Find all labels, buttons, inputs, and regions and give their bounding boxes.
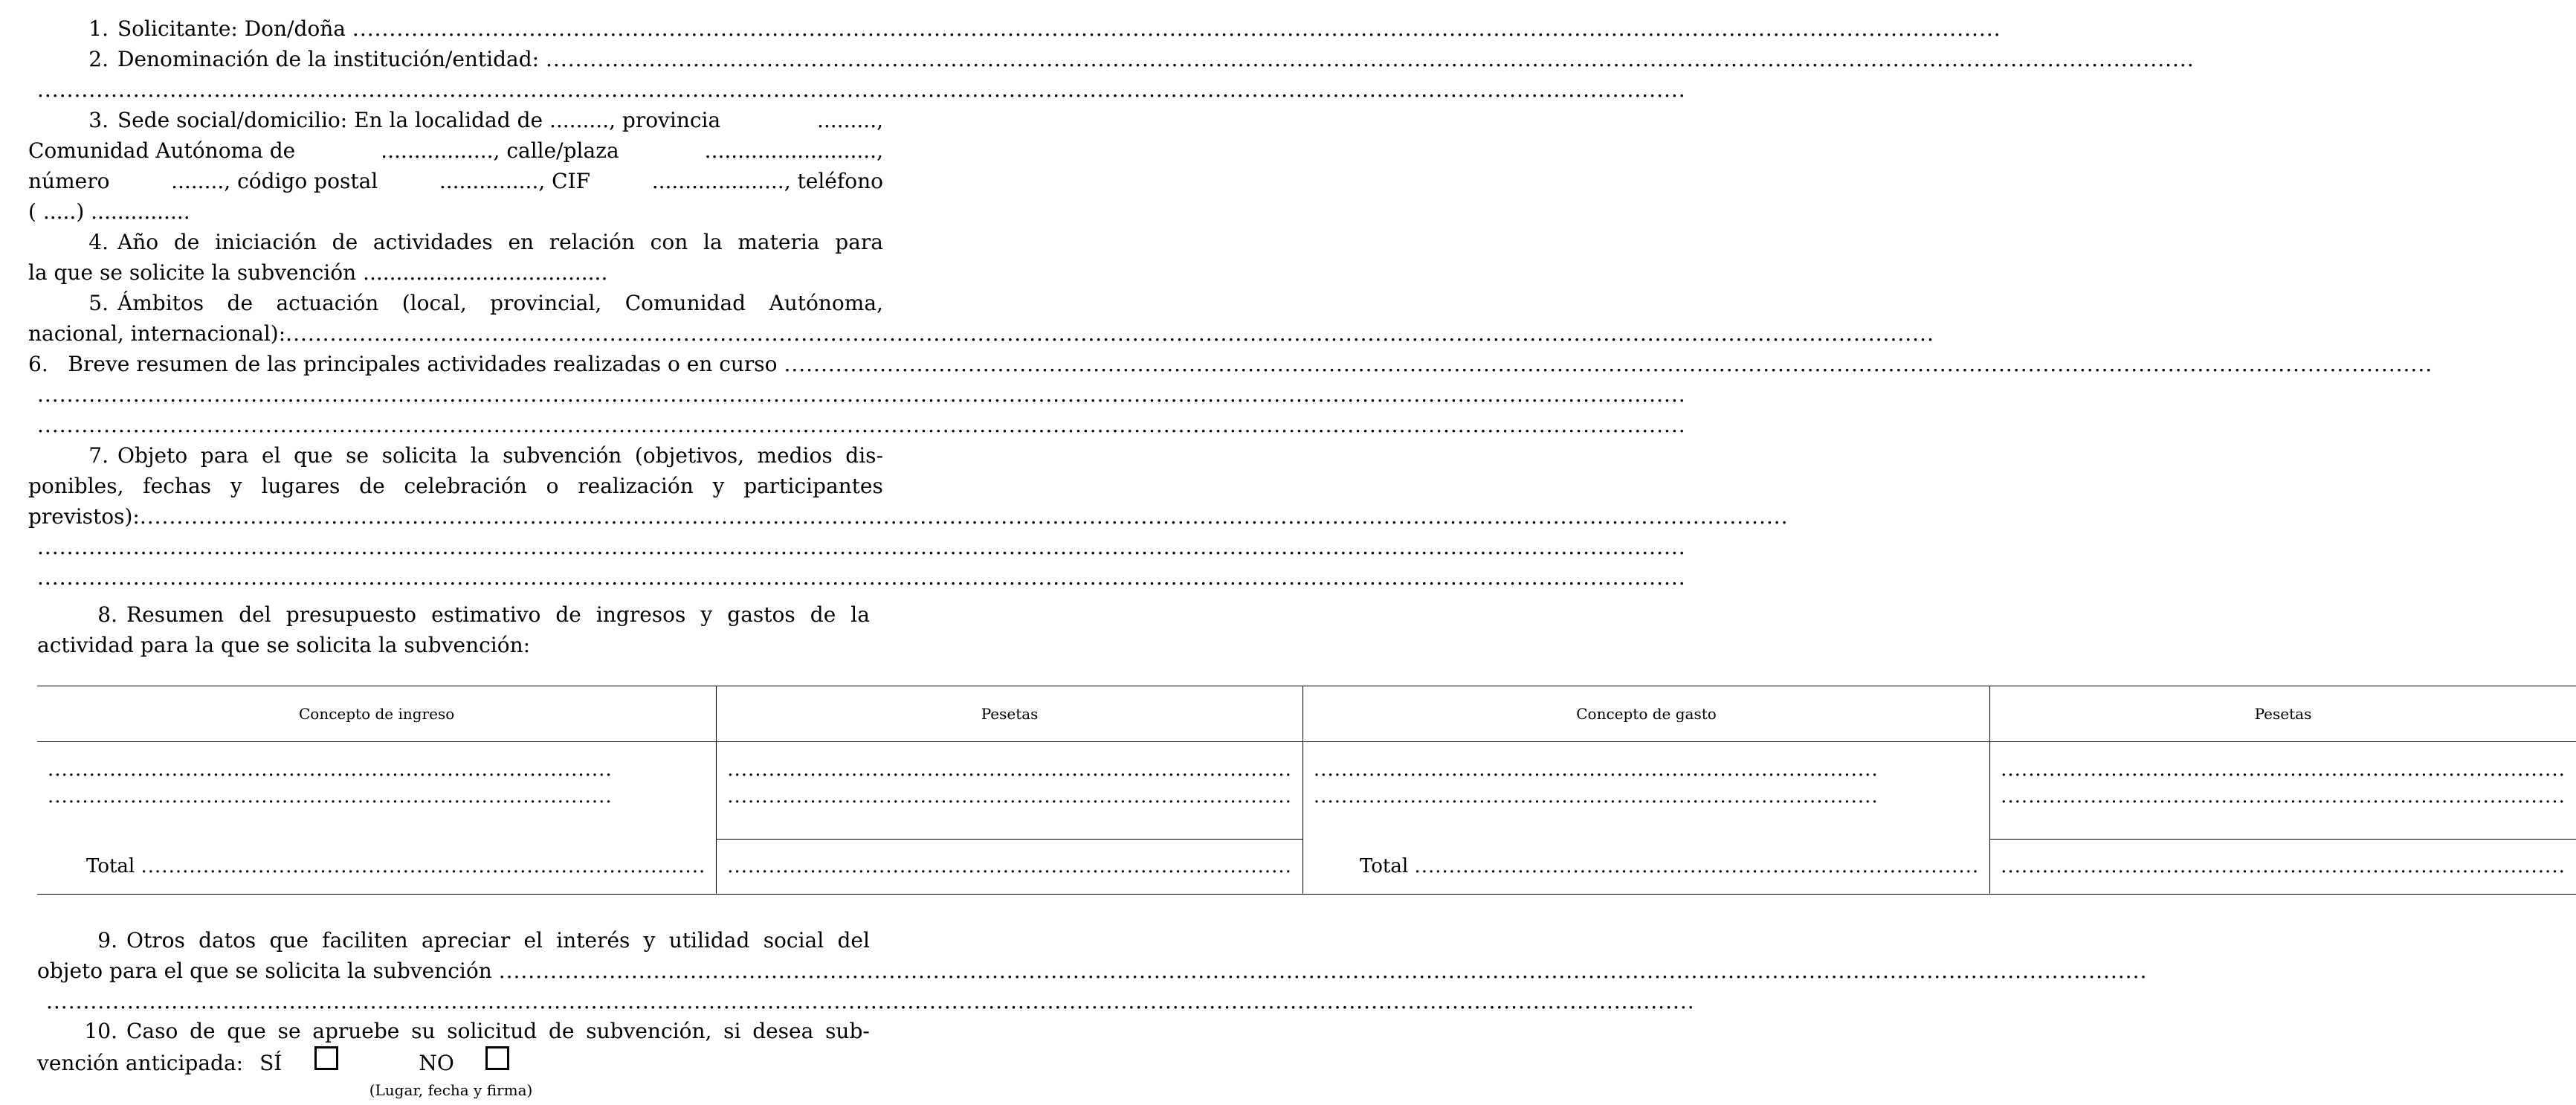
word: apreciar <box>421 928 511 953</box>
word: apruebe <box>312 1019 400 1043</box>
word: la <box>703 230 723 254</box>
item-7-line-2 <box>28 471 883 501</box>
word: para <box>835 230 883 254</box>
word: de <box>173 230 200 254</box>
word: su <box>411 1019 436 1043</box>
word: Autónoma, <box>769 291 883 315</box>
item-9-line-1 <box>126 925 870 956</box>
word: subvención, <box>586 1019 712 1043</box>
item-9-line-2: objeto para el que se solicita la subvención ..... <box>37 956 870 986</box>
word: lugares <box>261 474 340 498</box>
word: actividades <box>372 230 493 254</box>
word: de <box>548 1019 575 1043</box>
word: el <box>262 443 281 468</box>
word: de <box>555 602 581 627</box>
expense-concept-field[interactable] <box>1314 785 1979 812</box>
word: Caso <box>126 1019 178 1043</box>
no-label: NO <box>419 1051 454 1075</box>
word: social <box>763 928 824 953</box>
budget-table <box>37 686 2576 895</box>
income-total-fill[interactable] <box>141 855 706 877</box>
word: para <box>200 443 249 468</box>
word: y <box>712 474 725 498</box>
item-8-line-1 <box>126 599 870 630</box>
word: en <box>508 230 535 254</box>
word: Otros <box>126 928 185 953</box>
income-concept-field[interactable] <box>48 758 706 785</box>
word: medios <box>757 443 833 468</box>
word: Ámbitos <box>117 291 204 315</box>
word: si <box>723 1019 741 1043</box>
header-expense-concept: Concepto de gasto <box>1302 686 1989 742</box>
item-7-fill-line-1[interactable] <box>37 535 883 557</box>
word: y <box>700 602 713 627</box>
item-2-label: Denominación de la institución/entidad: <box>117 47 540 71</box>
item-7-fill-line-2[interactable] <box>37 565 883 587</box>
word: ingresos <box>595 602 686 627</box>
word: la <box>470 443 490 468</box>
item-6-fill-line-2[interactable] <box>37 413 883 435</box>
word: el <box>523 928 543 953</box>
word: interés <box>556 928 630 953</box>
word: del <box>837 928 870 953</box>
item-3: 3. Sede social/domicilio: En la localidad de ........., provincia ........., <box>88 108 883 132</box>
word: materia <box>737 230 820 254</box>
header-expense-pesetas: Pesetas <box>1990 686 2576 742</box>
word: estimativo <box>431 602 541 627</box>
word: se <box>277 1019 301 1043</box>
item-10: 10. Caso de que se apruebe su solicitud de subvención, si desea sub- <box>37 1016 870 1046</box>
item-7-fill[interactable] <box>140 501 1789 532</box>
item-1-fill[interactable] <box>352 13 2001 44</box>
item-6-fill[interactable] <box>784 349 2433 379</box>
expense-total-amount[interactable] <box>2001 855 2566 877</box>
word: y <box>643 928 656 953</box>
item-1-label: Solicitante: Don/doña <box>117 16 346 41</box>
item-8-line-2: actividad para la que se solicita la subvención: <box>37 633 531 657</box>
item-5-line-2: nacional, internacional): ..... <box>28 318 883 349</box>
word: (local, <box>401 291 467 315</box>
item-7: 7. Objeto para el que se solicita la subvención (objetivos, medios dis- <box>28 440 883 471</box>
item-4-line-2: la que se solicite la subvención ..................................... <box>28 260 608 285</box>
word: Año <box>117 230 159 254</box>
item-3-line-4: ( .....) ............... <box>28 199 190 224</box>
income-total-amount[interactable] <box>727 855 1292 877</box>
expense-amount-field[interactable] <box>2001 758 2566 785</box>
signature-caption: (Lugar, fecha y firma) <box>369 1081 533 1099</box>
word: utilidad <box>668 928 750 953</box>
item-9-fill-line[interactable] <box>46 989 870 1011</box>
word: que <box>227 1019 266 1043</box>
word: y <box>230 474 242 498</box>
word: provincial, <box>490 291 602 315</box>
income-total-label: Total <box>86 855 135 877</box>
word: ponibles, <box>28 474 124 498</box>
word: o <box>546 474 559 498</box>
word: celebración <box>404 474 527 498</box>
budget-totals <box>37 839 2576 895</box>
item-8: 8. Resumen del presupuesto estimativo de ingresos y gastos de la <box>37 599 870 630</box>
item-4: 4. Año de iniciación de actividades en relación con la materia para <box>28 227 883 257</box>
word: sub- <box>825 1019 870 1043</box>
word: de <box>190 1019 216 1043</box>
word: de <box>359 474 385 498</box>
word: Objeto <box>117 443 188 468</box>
item-6: 6. Breve resumen de las principales actividades realizadas o en curso ..... <box>28 349 883 379</box>
item-7-line-3: previstos): ..... <box>28 501 883 532</box>
expense-total-fill[interactable] <box>1414 855 1979 877</box>
word: que <box>294 443 333 468</box>
word: actuación <box>276 291 379 315</box>
item-5: 5. Ámbitos de actuación (local, provincial, Comunidad Autónoma, <box>28 288 883 318</box>
word: Resumen <box>126 602 225 627</box>
item-5-line-1 <box>117 288 883 318</box>
item-7-line-1 <box>117 440 883 471</box>
word: de <box>810 602 836 627</box>
item-2: 2. Denominación de la institución/entidad: ..... <box>28 44 883 74</box>
expense-concept-field[interactable] <box>1314 758 1979 785</box>
budget-table-header <box>37 686 2576 742</box>
no-checkbox[interactable] <box>485 1046 509 1070</box>
word: que <box>269 928 309 953</box>
word: presupuesto <box>285 602 417 627</box>
word: gastos <box>727 602 795 627</box>
item-2-fill[interactable] <box>546 44 2195 74</box>
item-10-line-1 <box>126 1016 870 1046</box>
yes-label: SÍ <box>259 1051 283 1075</box>
word: fechas <box>143 474 212 498</box>
header-income-pesetas: Pesetas <box>717 686 1303 742</box>
word: de <box>227 291 254 315</box>
expense-amount-field[interactable] <box>2001 785 2566 812</box>
word: realización <box>578 474 694 498</box>
item-5-fill[interactable] <box>285 318 1934 349</box>
expense-total-label: Total <box>1359 855 1409 877</box>
word: se <box>346 443 369 468</box>
word: solicitud <box>447 1019 538 1043</box>
yes-checkbox[interactable] <box>314 1046 338 1070</box>
item-10-line-2: vención anticipada: SÍ NO <box>37 1046 870 1078</box>
income-amount-field[interactable] <box>727 758 1292 785</box>
income-concept-field[interactable] <box>48 785 706 812</box>
word: con <box>650 230 688 254</box>
word: desea <box>752 1019 814 1043</box>
item-2-fill-line[interactable] <box>37 77 883 100</box>
income-amount-field[interactable] <box>727 785 1292 812</box>
item-1: 1. Solicitante: Don/doña ..... <box>28 13 883 44</box>
word: solicita <box>381 443 458 468</box>
word: dis- <box>845 443 883 468</box>
item-9-fill[interactable] <box>499 956 2148 986</box>
word: participantes <box>743 474 883 498</box>
word: iniciación <box>215 230 317 254</box>
word: del <box>239 602 271 627</box>
header-income-concept: Concepto de ingreso <box>37 686 717 742</box>
word: de <box>332 230 358 254</box>
item-9: 9. Otros datos que faciliten apreciar el interés y utilidad social del <box>37 925 870 956</box>
word: Comunidad <box>624 291 746 315</box>
budget-rows <box>37 742 2576 840</box>
item-6-fill-line-1[interactable] <box>37 382 883 405</box>
word: relación <box>549 230 635 254</box>
word: subvención <box>503 443 622 468</box>
word: datos <box>198 928 256 953</box>
item-3-line-3: número ........, código postal ..............., CIF ...................., teléfono <box>28 169 883 193</box>
item-3-line-2: Comunidad Autónoma de ................., calle/plaza .........................., <box>28 138 883 163</box>
word: faciliten <box>322 928 408 953</box>
word: (objetivos, <box>634 443 744 468</box>
item-4-line-1 <box>117 227 883 257</box>
word: la <box>850 602 870 627</box>
